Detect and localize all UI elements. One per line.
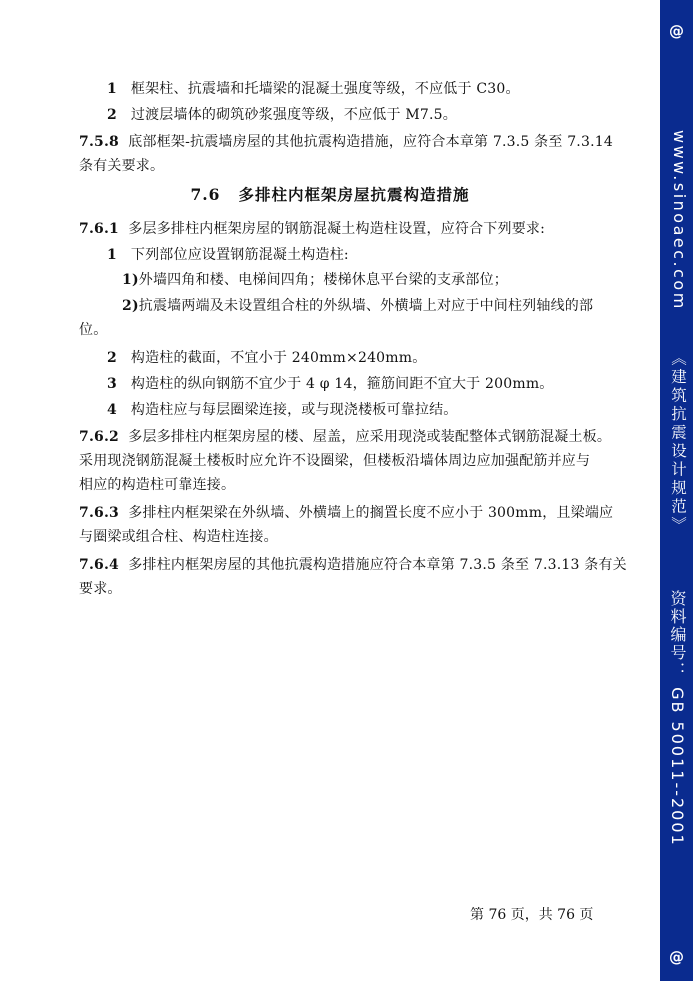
item-number: 2 (107, 350, 117, 366)
clause-text: 多层多排柱内框架房屋的楼、屋盖，应采用现浇或装配整体式钢筋混凝土板。 (128, 429, 612, 445)
clause-item-2 (107, 348, 426, 368)
clause-7-5-8-cont (79, 156, 164, 176)
item-text: 构造柱的纵向钢筋不宜少于 4 φ 14，箍筋间距不宜大于 200mm。 (130, 376, 554, 392)
clause-number: 7.6.2 (79, 429, 119, 445)
clause-7-6-4 (79, 555, 627, 575)
clause-number: 7.6.1 (79, 221, 119, 237)
sub-item-text: 抗震墙两端及未设置组合柱的外纵墙、外横墙上对应于中间柱列轴线的部 (138, 298, 594, 314)
clause-7-6-4-cont (79, 579, 122, 599)
sub-item-1 (122, 270, 508, 290)
item-number: 4 (107, 402, 117, 418)
clause-item-2 (107, 105, 457, 125)
clause-text: 与圈梁或组合柱、构造柱连接。 (79, 529, 278, 545)
sub-item-number: 2) (122, 298, 139, 314)
page-number: 第 76 页，共 76 页 (470, 907, 594, 923)
clause-text: 多层多排柱内框架房屋的钢筋混凝土构造柱设置，应符合下列要求: (128, 221, 546, 237)
clause-7-6-3 (79, 503, 613, 523)
clause-text: 采用现浇钢筋混凝土楼板时应允许不设圈梁，但楼板沿墙体周边应加强配筋并应与 (79, 453, 591, 469)
item-text: 下列部位应设置钢筋混凝土构造柱: (130, 247, 349, 263)
clause-7-6-2-cont (79, 475, 235, 495)
clause-number: 7.6.4 (79, 557, 119, 573)
sub-item-2 (122, 296, 593, 316)
at-symbol-bottom: @ (669, 948, 684, 966)
sub-item-text: 位。 (79, 322, 108, 338)
clause-7-6-2 (79, 427, 611, 447)
document-title: 《建筑抗震设计规范》 (669, 350, 687, 535)
item-number: 1 (107, 247, 117, 263)
clause-item-3 (107, 374, 554, 394)
sub-item-number: 1) (122, 272, 139, 288)
clause-text: 多排柱内框架梁在外纵墙、外横墙上的搁置长度不应小于 300mm，且梁端应 (128, 505, 614, 521)
site-url: www.sinoaec.com (670, 130, 689, 311)
clause-text: 相应的构造柱可靠连接。 (79, 477, 236, 493)
document-code: 资料编号： GB 50011--2001 (668, 590, 687, 847)
sub-item-text: 外墙四角和楼、电梯间四角；楼梯休息平台梁的支承部位； (138, 272, 508, 288)
item-text: 框架柱、抗震墙和托墙梁的混凝土强度等级，不应低于 C30。 (130, 81, 520, 97)
item-text: 构造柱应与每层圈梁连接，或与现浇楼板可靠拉结。 (130, 402, 458, 418)
clause-7-6-1 (79, 219, 545, 239)
clause-text: 要求。 (79, 581, 122, 597)
clause-7-6-2-cont (79, 451, 590, 471)
item-number: 1 (107, 81, 117, 97)
clause-text: 多排柱内框架房屋的其他抗震构造措施应符合本章第 7.3.5 条至 7.3.13 条有关 (128, 557, 627, 573)
at-symbol-top: @ (669, 22, 684, 40)
section-number: 7.6 (190, 185, 221, 204)
clause-item-1 (107, 245, 349, 265)
item-text: 构造柱的截面，不宜小于 240mm×240mm。 (130, 350, 427, 366)
clause-number: 7.5.8 (79, 134, 119, 150)
clause-text: 条有关要求。 (79, 158, 165, 174)
clause-7-6-3-cont (79, 527, 278, 547)
section-heading (0, 183, 660, 205)
item-number: 3 (107, 376, 117, 392)
clause-7-5-8 (79, 132, 613, 152)
item-number: 2 (107, 107, 117, 123)
clause-text: 底部框架-抗震墙房屋的其他抗震构造措施，应符合本章第 7.3.5 条至 7.3.14 (128, 134, 613, 150)
item-text: 过渡层墙体的砌筑砂浆强度等级，不应低于 M7.5。 (130, 107, 457, 123)
side-band (660, 0, 693, 981)
clause-item-4 (107, 400, 458, 420)
clause-item-1 (107, 79, 520, 99)
section-title: 多排柱内框架房屋抗震构造措施 (238, 186, 470, 204)
clause-number: 7.6.3 (79, 505, 119, 521)
sub-item-2-cont (79, 320, 107, 340)
